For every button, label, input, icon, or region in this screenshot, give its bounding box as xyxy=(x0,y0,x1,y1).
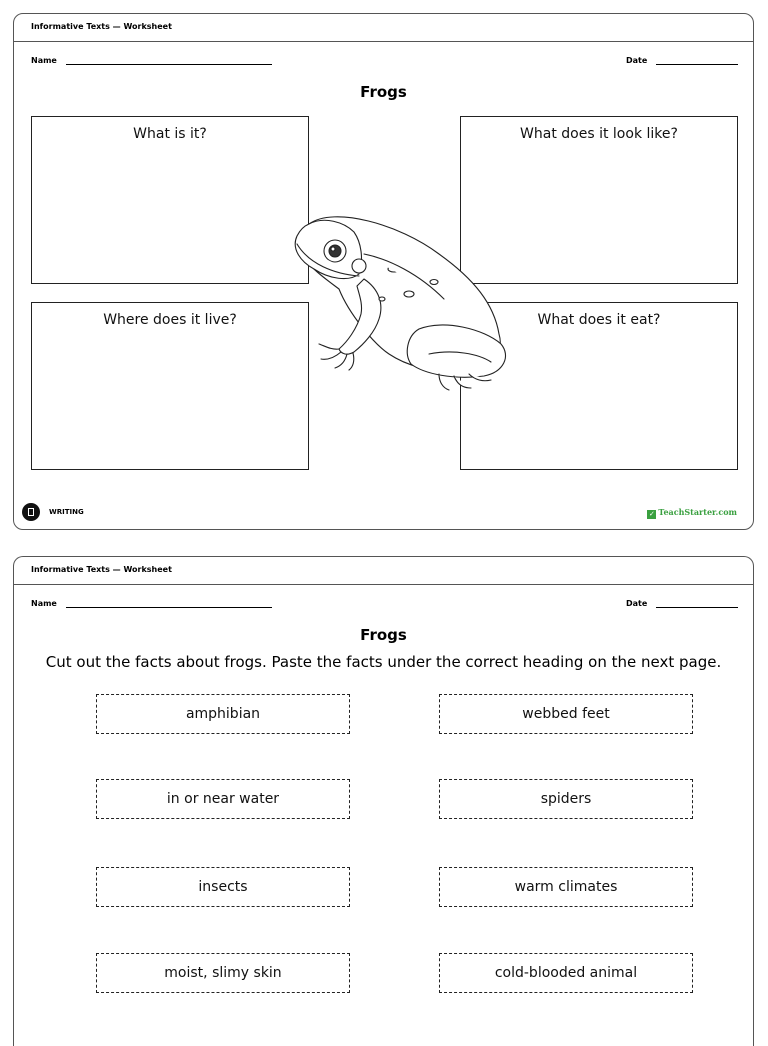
subject-label: WRITING xyxy=(49,508,84,516)
frog-illustration xyxy=(279,204,509,394)
date-label: Date xyxy=(626,56,648,65)
question-box-what-is-it[interactable] xyxy=(31,116,309,284)
date-label: Date xyxy=(626,599,648,608)
fact-card[interactable]: webbed feet xyxy=(439,694,693,734)
worksheet-page-1 xyxy=(13,13,754,530)
date-field[interactable] xyxy=(656,64,738,65)
name-field[interactable] xyxy=(66,607,272,608)
brand-logo xyxy=(647,507,737,519)
fact-card[interactable]: spiders xyxy=(439,779,693,819)
date-field[interactable] xyxy=(656,607,738,608)
page-title: Frogs xyxy=(360,83,407,101)
page-header xyxy=(14,14,753,42)
header-title: Informative Texts — Worksheet xyxy=(31,565,172,574)
fact-card[interactable]: in or near water xyxy=(96,779,350,819)
question-label: Where does it live? xyxy=(103,312,237,328)
name-field[interactable] xyxy=(66,64,272,65)
question-label: What is it? xyxy=(133,126,207,142)
fact-card[interactable]: amphibian xyxy=(96,694,350,734)
question-label: What does it look like? xyxy=(520,126,678,142)
worksheet-page-2 xyxy=(13,556,754,1046)
header-title: Informative Texts — Worksheet xyxy=(31,22,172,31)
fact-card[interactable]: insects xyxy=(96,867,350,907)
question-label: What does it eat? xyxy=(537,312,661,328)
brand-name: TeachStarter.com xyxy=(658,507,737,517)
page-header xyxy=(14,557,753,585)
writing-pencil-icon xyxy=(22,503,40,521)
fact-card[interactable]: moist, slimy skin xyxy=(96,953,350,993)
check-icon: ✓ xyxy=(648,510,655,518)
fact-card[interactable]: warm climates xyxy=(439,867,693,907)
question-box-live[interactable] xyxy=(31,302,309,470)
name-label: Name xyxy=(31,599,57,608)
name-label: Name xyxy=(31,56,57,65)
page-title: Frogs xyxy=(360,626,407,644)
instructions-text: Cut out the facts about frogs. Paste the facts under the correct heading on the next page. xyxy=(45,653,722,671)
fact-card[interactable]: cold-blooded animal xyxy=(439,953,693,993)
